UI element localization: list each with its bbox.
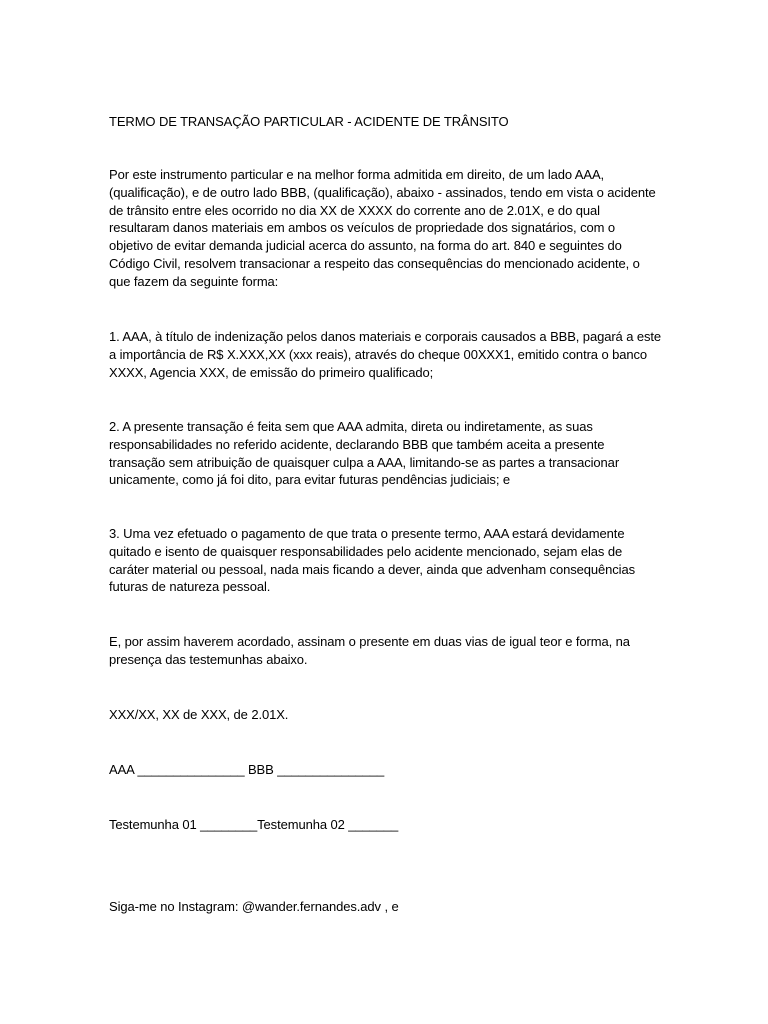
intro-paragraph	[109, 166, 669, 291]
intro-line: objetivo de evitar demanda judicial acerca do assunto, na forma do art. 840 e seguintes do	[109, 238, 622, 254]
clause-1-line: a importância de R$ X.XXX,XX (xxx reais), através do cheque 00XXX1, emitido contra o banco	[109, 346, 648, 362]
closing-line: presença das testemunhas abaixo.	[109, 651, 308, 667]
intro-line: Código Civil, resolvem transacionar a respeito das consequências do mencionado acidente, o	[109, 255, 640, 271]
witness-signature-lines: Testemunha 01 ________Testemunha 02 _______	[109, 817, 399, 832]
clause-3-line: futuras de natureza pessoal.	[109, 579, 271, 595]
intro-line: Por este instrumento particular e na melhor forma admitida em direito, de um lado AAA,	[109, 167, 605, 182]
clause-3-line: caráter material ou pessoal, nada mais ficando a dever, ainda que advenham consequências	[109, 561, 635, 577]
intro-line: que fazem da seguinte forma:	[109, 273, 279, 289]
clause-2-line: unicamente, como já foi dito, para evitar futuras pendências judiciais; e	[109, 472, 510, 488]
clause-1-paragraph	[109, 328, 669, 381]
clause-1-line: 1. AAA, à título de indenização pelos danos materiais e corporais causados a BBB, pagará a este	[109, 329, 662, 344]
clause-3-line: 3. Uma vez efetuado o pagamento de que trata o presente termo, AAA estará devidamente	[109, 526, 625, 541]
closing-line: E, por assim haverem acordado, assinam o presente em duas vias de igual teor e forma, na	[109, 634, 630, 649]
intro-line: resultaram danos materiais em ambos os veículos de propriedade dos signatários, com o	[109, 220, 615, 236]
place-date-block	[109, 706, 669, 724]
footer-block	[109, 898, 669, 916]
party-signatures-block	[109, 761, 669, 779]
party-signature-lines: AAA _______________ BBB _______________	[109, 762, 385, 777]
intro-line: (qualificação), e de outro lado BBB, (qualificação), abaixo - assinados, tendo em vista o acidente	[109, 184, 656, 200]
intro-line: de trânsito entre eles ocorrido no dia XX de XXXX do corrente ano de 2.01X, e do qual	[109, 202, 600, 218]
document-title: TERMO DE TRANSAÇÃO PARTICULAR - ACIDENTE DE TRÂNSITO	[109, 114, 509, 129]
document-title-block	[109, 113, 669, 131]
instagram-note: Siga-me no Instagram: @wander.fernandes.adv , e	[109, 899, 399, 914]
place-date: XXX/XX, XX de XXX, de 2.01X.	[109, 707, 289, 722]
clause-1-line: XXXX, Agencia XXX, de emissão do primeiro qualificado;	[109, 364, 434, 380]
clause-2-line: responsabilidades no referido acidente, declarando BBB que também aceita a presente	[109, 436, 605, 452]
clause-2-line: transação sem atribuição de quaisquer culpa a AAA, limitando-se as partes a transacionar	[109, 454, 620, 470]
clause-2-paragraph	[109, 418, 669, 489]
clause-3-paragraph	[109, 525, 669, 596]
clause-2-line: 2. A presente transação é feita sem que AAA admita, direta ou indiretamente, as suas	[109, 419, 593, 434]
clause-3-line: quitado e isento de quaisquer responsabilidades pelo acidente mencionado, sejam elas de	[109, 543, 623, 559]
witness-signatures-block	[109, 816, 669, 834]
closing-paragraph	[109, 633, 669, 669]
